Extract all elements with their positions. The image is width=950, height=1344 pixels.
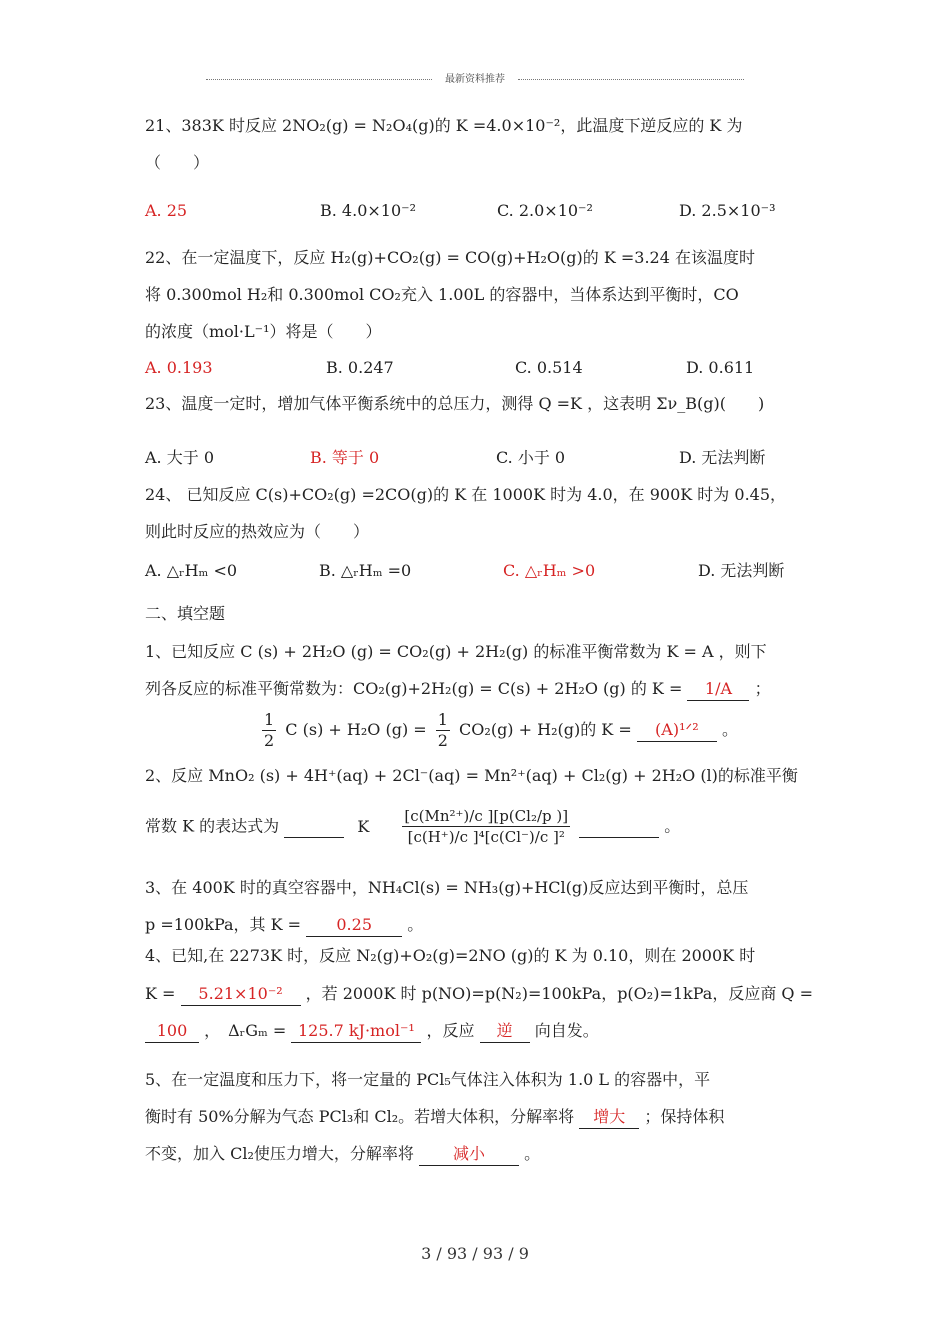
section-title: 二、填空题 <box>145 604 226 623</box>
q22-line-1: 22、在一定温度下，反应 H₂(g)+CO₂(g) = CO(g)+H₂O(g)的 K =3.24 在该温度时 <box>145 248 755 267</box>
q23-stem: 23、温度一定时，增加气体平衡系统中的总压力，测得 Q =K ，这表明 Σν_B(g)( ) <box>145 394 765 413</box>
f5-line-3-end: 。 <box>524 1144 541 1163</box>
f2-line-2 <box>145 806 810 856</box>
q23-option-a: A. 大于 0 <box>145 448 214 467</box>
f1-line-2-text: 列各反应的标准平衡常数为：CO₂(g)+2H₂(g) = C(s) + 2H₂O (g) 的 K = <box>145 679 683 698</box>
f5-answer-1: 增大 <box>579 1106 639 1129</box>
f4-answer-2: 100 <box>145 1020 199 1043</box>
f4-line-3-end: 向自发。 <box>534 1021 599 1040</box>
f1-line-2-end: ； <box>754 679 771 698</box>
f3-line-1: 3、在 400K 时的真空容器中，NH₄Cl(s) = NH₃(g)+HCl(g)反应达到平衡时，总压 <box>145 878 749 897</box>
f2-k-symbol: K <box>357 816 370 836</box>
q21-option-d: D. 2.5×10⁻³ <box>679 201 776 220</box>
f5-line-3-text: 不变，加入 Cl₂使压力增大，分解率将 <box>145 1144 414 1163</box>
f1-line-3-text-b: CO₂(g) + H₂(g)的 K = <box>459 720 632 739</box>
q24-option-b: B. △ᵣHₘ =0 <box>319 561 412 580</box>
f1-line-2 <box>145 678 810 701</box>
f5-line-1: 5、在一定温度和压力下，将一定量的 PCl₅气体注入体积为 1.0 L 的容器中，平 <box>145 1070 711 1089</box>
q21-option-c: C. 2.0×10⁻² <box>497 201 593 220</box>
q22-option-c: C. 0.514 <box>515 358 583 377</box>
q21-stem: 21、383K 时反应 2NO₂(g) = N₂O₄(g)的 K =4.0×10⁻²，此温度下逆反应的 K 为 <box>145 116 743 135</box>
q21-option-a: A. 25 <box>145 201 188 220</box>
f1-line-3 <box>258 710 818 751</box>
q24-option-d: D. 无法判断 <box>698 561 785 580</box>
f1-line-3-text-a: C (s) + H₂O (g) = <box>285 720 427 739</box>
q23-option-d: D. 无法判断 <box>679 448 766 467</box>
f4-answer-4: 逆 <box>480 1020 530 1043</box>
f1-fraction-2 <box>436 710 450 751</box>
q21-option-b: B. 4.0×10⁻² <box>320 201 416 220</box>
q22-option-d: D. 0.611 <box>686 358 755 377</box>
f4-line-3-text-a: ， ΔᵣGₘ = <box>204 1021 287 1040</box>
q21-paren: （ ） <box>145 153 210 172</box>
f4-line-2-text: K = <box>145 984 176 1003</box>
f1-line-3-end: 。 <box>721 720 738 739</box>
q22-option-a: A. 0.193 <box>145 358 213 377</box>
f2-numerator: [c(Mn²⁺)/c ][p(Cl₂/p )] <box>404 807 569 825</box>
q24-option-a: A. △ᵣHₘ <0 <box>145 561 238 580</box>
f1-fraction-1-den: 2 <box>264 731 275 750</box>
q24-line-2: 则此时反应的热效应为（ ） <box>145 522 370 541</box>
f5-line-2 <box>145 1106 810 1129</box>
f3-line-2 <box>145 914 810 937</box>
f5-line-2-end: ；保持体积 <box>644 1107 725 1126</box>
f2-line-2-text: 常数 K 的表达式为 <box>145 816 280 836</box>
q24-line-1: 24、 已知反应 C(s)+CO₂(g) =2CO(g)的 K 在 1000K 时为 4.0，在 900K 时为 0.45， <box>145 485 787 504</box>
q22-line-2: 将 0.300mol H₂和 0.300mol CO₂充入 1.00L 的容器中，当体系达到平衡时，CO <box>145 285 739 304</box>
f3-answer: 0.25 <box>306 914 402 937</box>
f1-fraction-2-num: 1 <box>437 710 448 729</box>
header-label: 最新资料推荐 <box>445 74 505 85</box>
f4-line-2-end: ，若 2000K 时 p(NO)=p(N₂)=100kPa，p(O₂)=1kPa，反应商 Q = <box>305 984 814 1003</box>
f3-line-2-text: p =100kPa，其 K = <box>145 915 302 934</box>
q22-line-3: 的浓度（mol·L⁻¹）将是（ ） <box>145 322 382 341</box>
page-number: 3 / 93 / 93 / 9 <box>421 1244 529 1263</box>
f5-answer-2: 减小 <box>419 1143 519 1166</box>
f4-line-3 <box>145 1020 810 1043</box>
f1-fraction-1 <box>262 710 276 751</box>
q23-option-c: C. 小于 0 <box>496 448 566 467</box>
f1-answer-2: (A)¹ᐟ² <box>637 719 717 742</box>
page-header <box>206 70 744 90</box>
f2-expression <box>402 806 570 847</box>
f1-answer-1: 1/A <box>687 678 749 701</box>
q23-option-b: B. 等于 0 <box>310 448 380 467</box>
q24-option-c: C. △ᵣHₘ >0 <box>503 561 596 580</box>
q22-option-b: B. 0.247 <box>326 358 394 377</box>
f4-answer-1: 5.21×10⁻² <box>181 983 301 1006</box>
f5-line-3 <box>145 1143 810 1166</box>
f4-line-2 <box>145 983 814 1006</box>
f4-line-1: 4、已知,在 2273K 时，反应 N₂(g)+O₂(g)=2NO (g)的 K 为 0.10，则在 2000K 时 <box>145 946 756 965</box>
f2-denominator: [c(H⁺)/c ]⁴[c(Cl⁻)/c ]² <box>407 828 565 846</box>
f4-answer-3: 125.7 kJ·mol⁻¹ <box>291 1020 421 1043</box>
f1-line-1: 1、已知反应 C (s) + 2H₂O (g) = CO₂(g) + 2H₂(g) 的标准平衡常数为 K = A ，则下 <box>145 642 767 661</box>
header-rule-left <box>206 79 432 80</box>
f5-line-2-text: 衡时有 50%分解为气态 PCl₃和 Cl₂。若增大体积，分解率将 <box>145 1107 575 1126</box>
f2-line-1: 2、反应 MnO₂ (s) + 4H⁺(aq) + 2Cl⁻(aq) = Mn²⁺(aq) + Cl₂(g) + 2H₂O (l)的标准平衡 <box>145 766 798 785</box>
f2-line-2-end: 。 <box>664 816 681 836</box>
f3-line-2-end: 。 <box>407 915 424 934</box>
f4-line-3-text-b: ，反应 <box>426 1021 475 1040</box>
f1-fraction-2-den: 2 <box>437 731 448 750</box>
header-rule-right <box>518 79 744 80</box>
f1-fraction-1-num: 1 <box>264 710 275 729</box>
